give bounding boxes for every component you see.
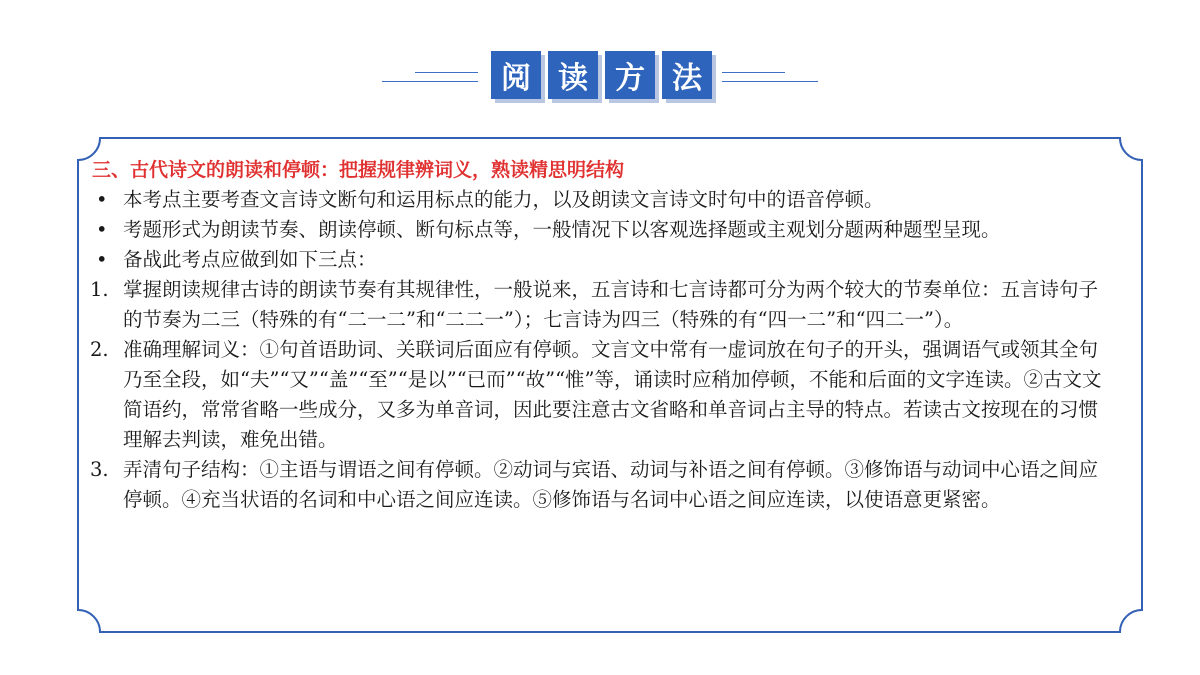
title-char-2: 读 (548, 51, 598, 99)
list-item-text: 本考点主要考查文言诗文断句和运用标点的能力，以及朗读文言诗文时句中的语音停顿。 (123, 188, 884, 211)
content-body (90, 155, 1110, 515)
list-item (90, 215, 1110, 245)
title-char-4: 法 (662, 51, 712, 99)
list-item-text: 考题形式为朗读节奏、朗读停顿、断句标点等，一般情况下以客观选择题或主观划分题两种题型呈现。 (123, 218, 1001, 241)
section-heading: 三、古代诗文的朗读和停顿：把握规律辨词义，熟读精思明结构 (92, 159, 625, 181)
number-marker: 1. (90, 278, 109, 301)
number-marker: 3. (90, 458, 109, 481)
bullet-marker: • (96, 248, 108, 271)
number-marker: 2. (90, 338, 109, 361)
list-item-text: 准确理解词义：①句首语助词、关联词后面应有停顿。文言文中常有一虚词放在句子的开头，强调语气或领其全句乃至全段，如“夫”“又”“盖”“至”“是以”“已而”“故”“惟”等，诵读时应稍加停顿，不能和后面的文字连读。②古文文简语约，常常省略一些成分，又多为单音词，因此要注意古文省略和单音词占主导的特点。若读古文按现在的习惯理解去判读，难免出错。 (123, 338, 1102, 451)
list-item (90, 335, 1110, 455)
title-char-1: 阅 (491, 51, 541, 99)
list-item-text: 备战此考点应做到如下三点： (123, 248, 377, 271)
list-item-text: 掌握朗读规律古诗的朗读节奏有其规律性，一般说来，五言诗和七言诗都可分为两个较大的节奏单位：五言诗句子的节奏为二三（特殊的有“二一二”和“二二一”）；七言诗为四三（特殊的有“四一二”和“四二一”）。 (123, 278, 1099, 331)
title-char-3: 方 (605, 51, 655, 99)
list-item (90, 185, 1110, 215)
list-item (90, 245, 1110, 275)
bullet-marker: • (96, 188, 108, 211)
bullet-marker: • (96, 218, 108, 241)
list-item (90, 455, 1110, 515)
list-item (90, 275, 1110, 335)
list-item-text: 弄清句子结构：①主语与谓语之间有停顿。②动词与宾语、动词与补语之间有停顿。③修饰语与动词中心语之间应停顿。④充当状语的名词和中心语之间应连读。⑤修饰语与名词中心语之间应连读，以使语意更紧密。 (123, 458, 1099, 511)
